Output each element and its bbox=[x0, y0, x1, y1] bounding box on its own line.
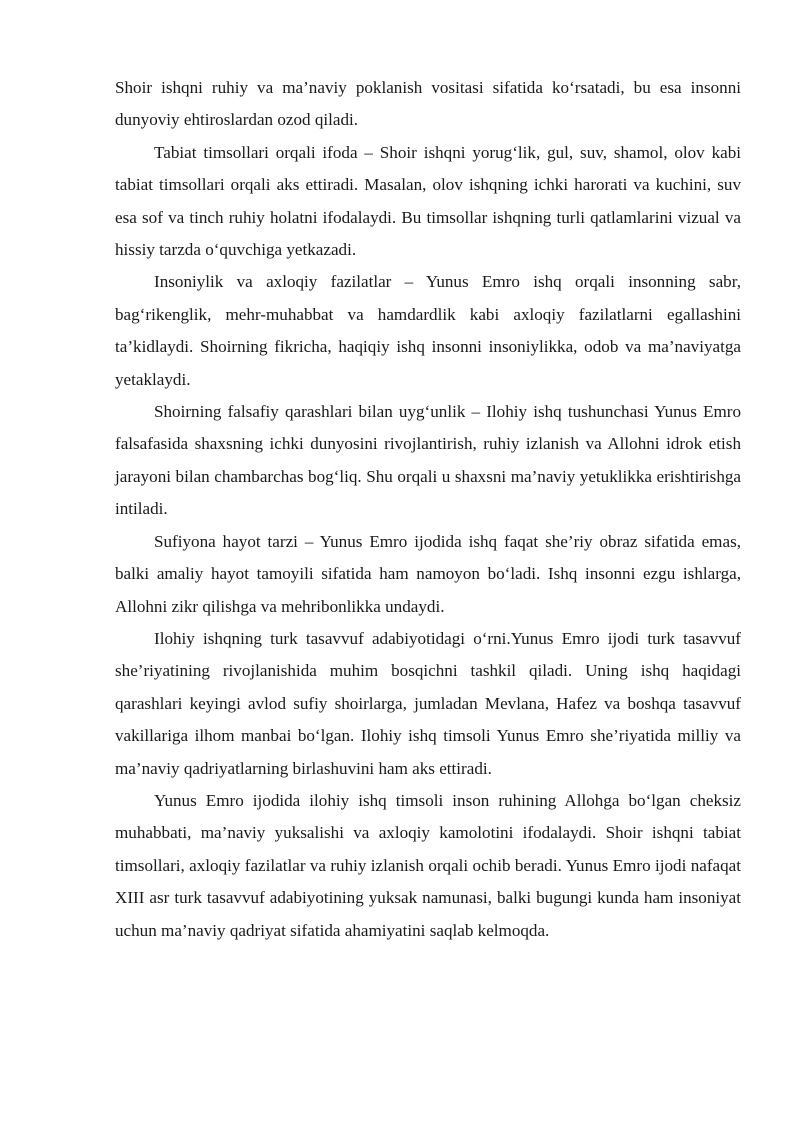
document-body bbox=[115, 72, 741, 947]
paragraph-conclusion: Yunus Emro ijodida ilohiy ishq timsoli inson ruhining Allohga bo‘lgan cheksiz muhabbati, ma’naviy yuksalishi va axloqiy kamolotini ifodalaydi. Shoir ishqni tabiat timsollari, axloqiy fazilatlar va ruhiy izlanish orqali ochib beradi. Yunus Emro ijodi nafaqat XIII asr turk tasavvuf adabiyotining yuksak namunasi, balki bugungi kunda ham insoniyat uchun ma’naviy qadriyat sifatida ahamiyatini saqlab kelmoqda. bbox=[115, 790, 741, 940]
paragraph-sufi-lifestyle: Sufiyona hayot tarzi – Yunus Emro ijodida ishq faqat she’riy obraz sifatida emas, balki amaliy hayot tamoyili sifatida ham namoyon bo‘ladi. Ishq insonni ezgu ishlarga, Allohni zikr qilishga va mehribonlikka undaydi. bbox=[115, 531, 741, 616]
paragraph-continuation: Shoir ishqni ruhiy va ma’naviy poklanish vositasi sifatida ko‘rsatadi, bu esa insonni dunyoviy ehtiroslardan ozod qiladi. bbox=[115, 78, 741, 130]
paragraph-turkish-sufi-literature: Ilohiy ishqning turk tasavvuf adabiyotidagi o‘rni.Yunus Emro ijodi turk tasavvuf she’riyatining rivojlanishida muhim bosqichni tashkil qiladi. Uning ishq haqidagi qarashlari keyingi avlod sufiy shoirlarga, jumladan Mevlana, Hafez va boshqa tasavvuf vakillariga ilhom manbai bo‘lgan. Ilohiy ishq timsoli Yunus Emro she’riyatida milliy va ma’naviy qadriyatlarning birlashuvini ham aks ettiradi. bbox=[115, 628, 741, 778]
paragraph-nature-symbols: Tabiat timsollari orqali ifoda – Shoir ishqni yorug‘lik, gul, suv, shamol, olov kabi tabiat timsollari orqali aks ettiradi. Masalan, olov ishqning ichki harorati va kuchini, suv esa sof va tinch ruhiy holatni ifodalaydi. Bu timsollar ishqning turli qatlamlarini vizual va hissiy tarzda o‘quvchiga yetkazadi. bbox=[115, 142, 741, 260]
paragraph-philosophical-views: Shoirning falsafiy qarashlari bilan uyg‘unlik – Ilohiy ishq tushunchasi Yunus Emro falsafasida shaxsning ichki dunyosini rivojlantirish, ruhiy izlanish va Allohni idrok etish jarayoni bilan chambarchas bog‘liq. Shu orqali u shaxsni ma’naviy yetuklikka erishtirishga intiladi. bbox=[115, 402, 741, 519]
paragraph-moral-virtues: Insoniylik va axloqiy fazilatlar – Yunus Emro ishq orqali insonning sabr, bag‘rikenglik, mehr-muhabbat va hamdardlik kabi axloqiy fazilatlarni egallashini ta’kidlaydi. Shoirning fikricha, haqiqiy ishq insonni insoniylikka, odob va ma’naviyatga yetaklaydi. bbox=[115, 272, 741, 389]
